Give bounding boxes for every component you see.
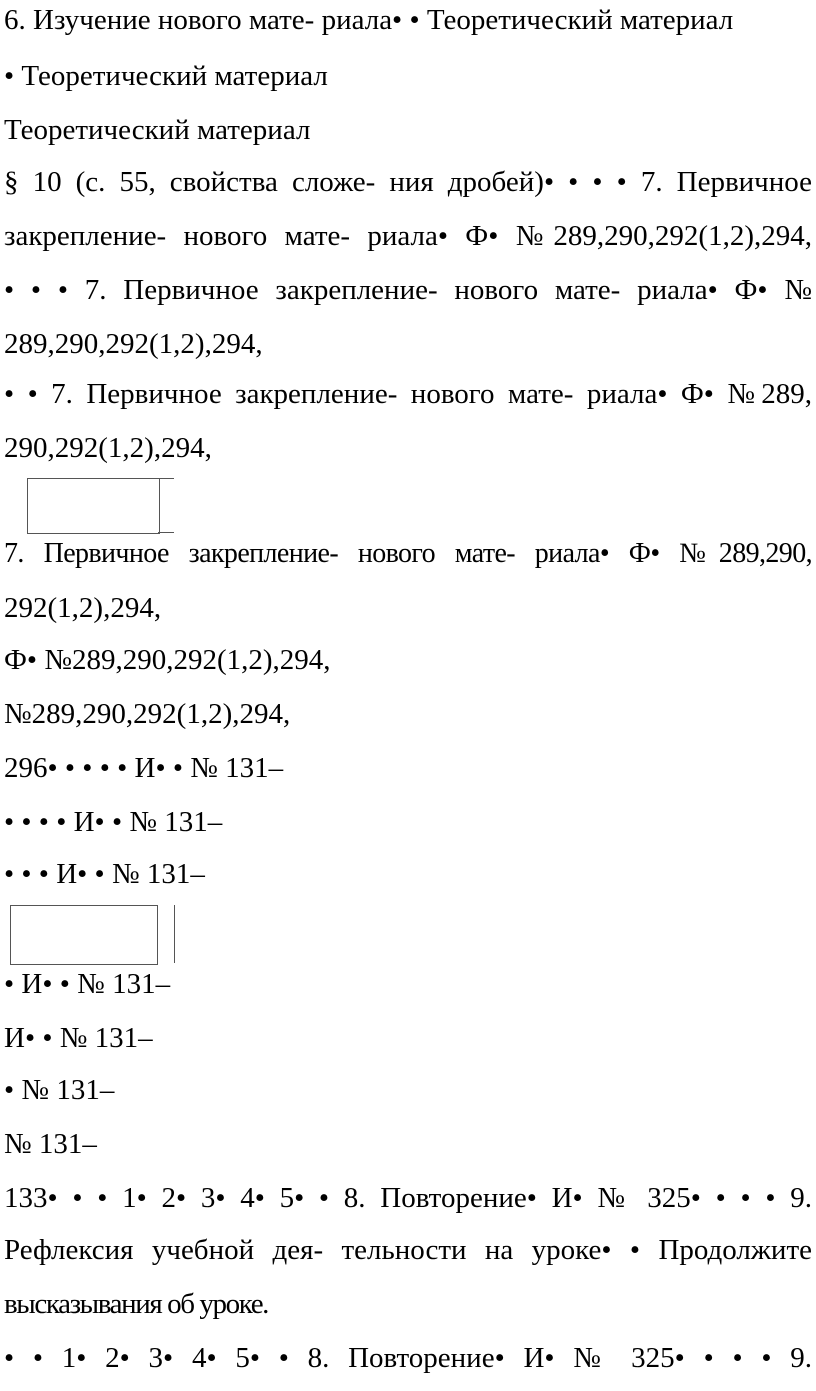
text-line-consolidation-d: 7. Первичное закрепление- нового мате- риала• Ф• №289,290, <box>4 538 812 569</box>
text-line-form-exercises: Ф• №289,290,292(1,2),294, <box>4 644 331 676</box>
text-line-exercises-c: 292(1,2),294, <box>4 592 162 624</box>
text-line-task-131-f: № 131– <box>4 1128 97 1160</box>
text-line-statements: высказывания об уроке. <box>4 1288 269 1320</box>
text-line-theory-bullet: • Теоретический материал <box>4 60 328 92</box>
text-line-paragraph-ref: § 10 (с. 55, свойства сложе- ния дробей)• • • • 7. Первичное <box>4 166 812 198</box>
text-line-consolidation-a: закрепление- нового мате- риала• Ф• №289,290,292(1,2),294, <box>4 220 812 252</box>
text-line-reflection: Рефлексия учебной дея- тельности на уроке• • Продолжите <box>4 1234 812 1266</box>
empty-table-cell <box>27 478 160 534</box>
text-line-task-296: 296• • • • • И• • № 131– <box>4 752 284 784</box>
text-line-consolidation-b: • • • 7. Первичное закрепление- нового мате- риала• Ф• № <box>4 274 812 306</box>
text-line-task-131-a: • • • • И• • № 131– <box>4 806 223 838</box>
text-line-heading-6: 6. Изучение нового мате- риала• • Теоретический материал <box>4 4 734 36</box>
table-border-line <box>174 905 175 963</box>
text-line-task-131-c: • И• • № 131– <box>4 968 171 1000</box>
text-line-exercise-numbers: №289,290,292(1,2),294, <box>4 698 291 730</box>
text-line-repetition-a: 133• • • 1• 2• 3• 4• 5• • 8. Повторение• И• № 325• • • • 9. <box>4 1182 812 1214</box>
text-line-task-131-e: • № 131– <box>4 1074 115 1106</box>
text-line-task-131-d: И• • № 131– <box>4 1022 153 1054</box>
empty-table-cell <box>10 905 158 965</box>
text-line-exercises-b: 290,292(1,2),294, <box>4 432 212 464</box>
text-line-theory: Теоретический материал <box>4 114 311 146</box>
table-border-line <box>158 532 174 533</box>
text-line-consolidation-c: • • 7. Первичное закрепление- нового мате- риала• Ф• №289, <box>4 378 812 410</box>
text-line-task-131-b: • • • И• • № 131– <box>4 858 205 890</box>
table-border-line <box>158 478 174 479</box>
text-line-repetition-b: • • 1• 2• 3• 4• 5• • 8. Повторение• И• № 325• • • • 9. <box>4 1342 812 1374</box>
text-line-exercises-a: 289,290,292(1,2),294, <box>4 328 263 360</box>
